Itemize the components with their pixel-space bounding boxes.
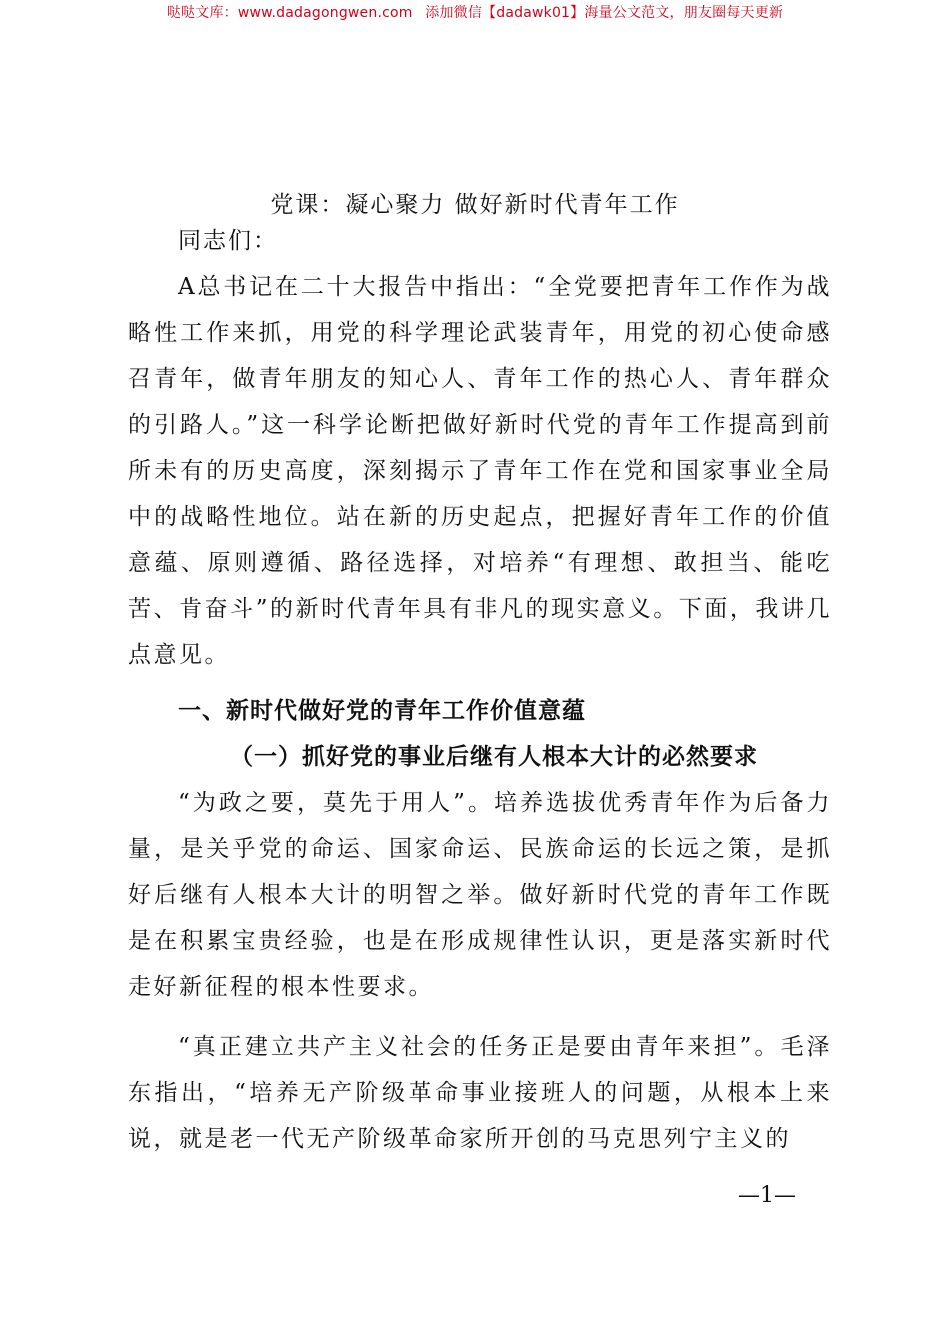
subsection-heading: （一）抓好党的事业后继有人根本大计的必然要求 [230,743,758,770]
banner-site[interactable]: 哒哒文库：www.dadagongwen.com [166,5,413,21]
body-block [128,780,832,1162]
banner-promo: 添加微信【dadawk01】海量公文范文，朋友圈每天更新 [425,5,784,21]
header-banner [0,2,950,22]
paragraph-2: “为政之要，莫先于用人”。培养选拔优秀青年作为后备力量，是关乎党的命运、国家命运、民族命运的长远之策，是抓好后继有人根本大计的明智之举。做好新时代党的青年工作既是在积累宝贵经验，也是在形成规律性认识，更是落实新时代走好新征程的根本性要求。 [128,790,832,1000]
page-number: —1— [738,1183,796,1208]
section-heading: 一、新时代做好党的青年工作价值意蕴 [178,698,586,724]
salutation: 同志们： [178,228,278,254]
intro-paragraph: A总书记在二十大报告中指出：“全党要把青年工作作为战略性工作来抓，用党的科学理论武装青年，用党的初心使命感召青年，做青年朋友的知心人、青年工作的热心人、青年群众的引路人。”这一科学论断把做好新时代党的青年工作提高到前所未有的历史高度，深刻揭示了青年工作在党和国家事业全局中的战略性地位。站在新的历史起点，把握好青年工作的价值意蕴、原则遵循、路径选择，对培养“有理想、敢担当、能吃苦、肯奋斗”的新时代青年具有非凡的现实意义。下面，我讲几点意见。 [128,274,832,668]
intro-block [128,264,832,678]
document-title: 党课：凝心聚力 做好新时代青年工作 [270,192,680,218]
paragraph-3: “真正建立共产主义社会的任务正是要由青年来担”。毛泽东指出，“培养无产阶级革命事业接班人的问题，从根本上来说，就是老一代无产阶级革命家所开创的马克思列宁主义的 [128,1034,832,1152]
